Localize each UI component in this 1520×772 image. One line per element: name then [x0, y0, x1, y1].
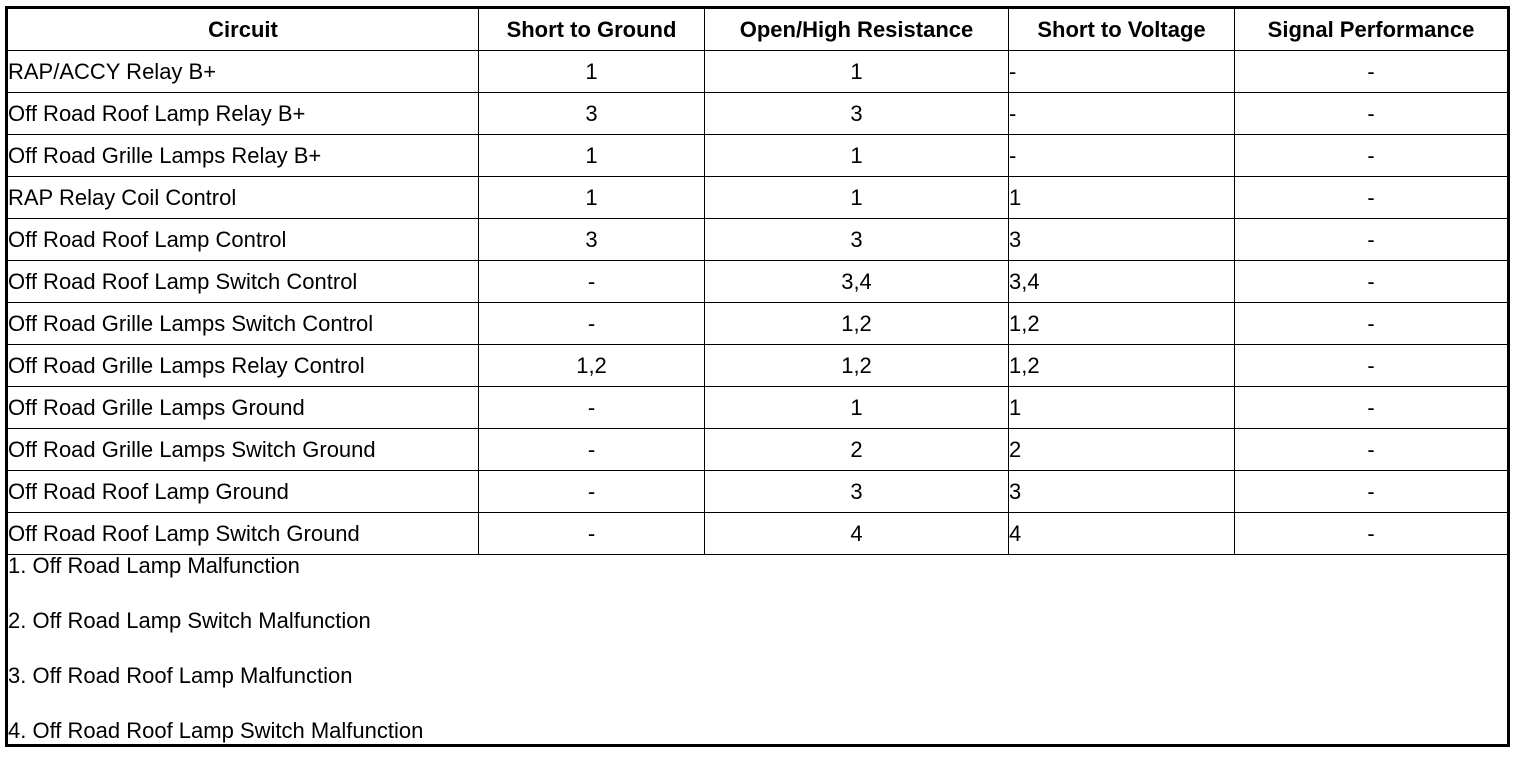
table-row: [7, 135, 1509, 177]
circuit-cell: RAP Relay Coil Control: [7, 177, 479, 219]
short-to-ground-cell: -: [479, 303, 705, 345]
short-to-voltage-cell: 4: [1009, 513, 1235, 555]
header-signal-performance: Signal Performance: [1235, 8, 1509, 51]
open-high-resistance-cell: 2: [705, 429, 1009, 471]
table-row: [7, 471, 1509, 513]
open-high-resistance-cell: 1,2: [705, 303, 1009, 345]
table-header: [7, 8, 1509, 51]
short-to-ground-cell: -: [479, 387, 705, 429]
footnote-item: 1. Off Road Lamp Malfunction: [8, 554, 300, 578]
signal-performance-cell: -: [1235, 135, 1509, 177]
header-row: [7, 8, 1509, 51]
short-to-ground-cell: -: [479, 513, 705, 555]
table-row: [7, 51, 1509, 93]
signal-performance-cell: -: [1235, 93, 1509, 135]
short-to-ground-cell: -: [479, 261, 705, 303]
short-to-ground-cell: -: [479, 429, 705, 471]
circuit-cell: Off Road Roof Lamp Relay B+: [7, 93, 479, 135]
short-to-voltage-cell: 1,2: [1009, 345, 1235, 387]
circuit-cell: Off Road Grille Lamps Relay B+: [7, 135, 479, 177]
footnote-item: 2. Off Road Lamp Switch Malfunction: [8, 608, 371, 633]
short-to-ground-cell: 3: [479, 219, 705, 261]
header-short-to-voltage: Short to Voltage: [1009, 8, 1235, 51]
table-row: [7, 219, 1509, 261]
header-open-high-resistance: Open/High Resistance: [705, 8, 1009, 51]
table-row: [7, 513, 1509, 555]
short-to-ground-cell: 3: [479, 93, 705, 135]
signal-performance-cell: -: [1235, 303, 1509, 345]
circuit-cell: Off Road Grille Lamps Relay Control: [7, 345, 479, 387]
notes-cell: [7, 555, 1509, 746]
table-row: [7, 303, 1509, 345]
circuit-diagnostic-table: [5, 6, 1510, 747]
circuit-cell: RAP/ACCY Relay B+: [7, 51, 479, 93]
table-body: [7, 51, 1509, 746]
footnote-item: 4. Off Road Roof Lamp Switch Malfunction: [8, 718, 424, 743]
signal-performance-cell: -: [1235, 429, 1509, 471]
signal-performance-cell: -: [1235, 51, 1509, 93]
short-to-voltage-cell: -: [1009, 51, 1235, 93]
open-high-resistance-cell: 1: [705, 135, 1009, 177]
signal-performance-cell: -: [1235, 177, 1509, 219]
header-circuit: Circuit: [7, 8, 479, 51]
signal-performance-cell: -: [1235, 345, 1509, 387]
short-to-voltage-cell: -: [1009, 135, 1235, 177]
open-high-resistance-cell: 3,4: [705, 261, 1009, 303]
circuit-cell: Off Road Roof Lamp Control: [7, 219, 479, 261]
table-row: [7, 177, 1509, 219]
open-high-resistance-cell: 3: [705, 219, 1009, 261]
open-high-resistance-cell: 3: [705, 93, 1009, 135]
short-to-voltage-cell: 1: [1009, 387, 1235, 429]
short-to-ground-cell: 1: [479, 177, 705, 219]
circuit-cell: Off Road Grille Lamps Ground: [7, 387, 479, 429]
signal-performance-cell: -: [1235, 387, 1509, 429]
short-to-voltage-cell: 2: [1009, 429, 1235, 471]
signal-performance-cell: -: [1235, 219, 1509, 261]
signal-performance-cell: -: [1235, 471, 1509, 513]
circuit-cell: Off Road Roof Lamp Switch Control: [7, 261, 479, 303]
circuit-cell: Off Road Grille Lamps Switch Ground: [7, 429, 479, 471]
signal-performance-cell: -: [1235, 513, 1509, 555]
open-high-resistance-cell: 1,2: [705, 345, 1009, 387]
circuit-cell: Off Road Grille Lamps Switch Control: [7, 303, 479, 345]
open-high-resistance-cell: 1: [705, 51, 1009, 93]
circuit-cell: Off Road Roof Lamp Ground: [7, 471, 479, 513]
table-row: [7, 345, 1509, 387]
short-to-voltage-cell: 3: [1009, 471, 1235, 513]
short-to-voltage-cell: 1: [1009, 177, 1235, 219]
table-row: [7, 429, 1509, 471]
table-row: [7, 93, 1509, 135]
header-short-to-ground: Short to Ground: [479, 8, 705, 51]
open-high-resistance-cell: 1: [705, 387, 1009, 429]
open-high-resistance-cell: 4: [705, 513, 1009, 555]
open-high-resistance-cell: 1: [705, 177, 1009, 219]
short-to-ground-cell: 1: [479, 51, 705, 93]
short-to-voltage-cell: 3,4: [1009, 261, 1235, 303]
notes-row: [7, 555, 1509, 746]
short-to-voltage-cell: -: [1009, 93, 1235, 135]
short-to-voltage-cell: 3: [1009, 219, 1235, 261]
table-row: [7, 387, 1509, 429]
short-to-voltage-cell: 1,2: [1009, 303, 1235, 345]
signal-performance-cell: -: [1235, 261, 1509, 303]
short-to-ground-cell: 1: [479, 135, 705, 177]
open-high-resistance-cell: 3: [705, 471, 1009, 513]
footnote-item: 3. Off Road Roof Lamp Malfunction: [8, 663, 353, 688]
short-to-ground-cell: -: [479, 471, 705, 513]
table-row: [7, 261, 1509, 303]
circuit-cell: Off Road Roof Lamp Switch Ground: [7, 513, 479, 555]
short-to-ground-cell: 1,2: [479, 345, 705, 387]
